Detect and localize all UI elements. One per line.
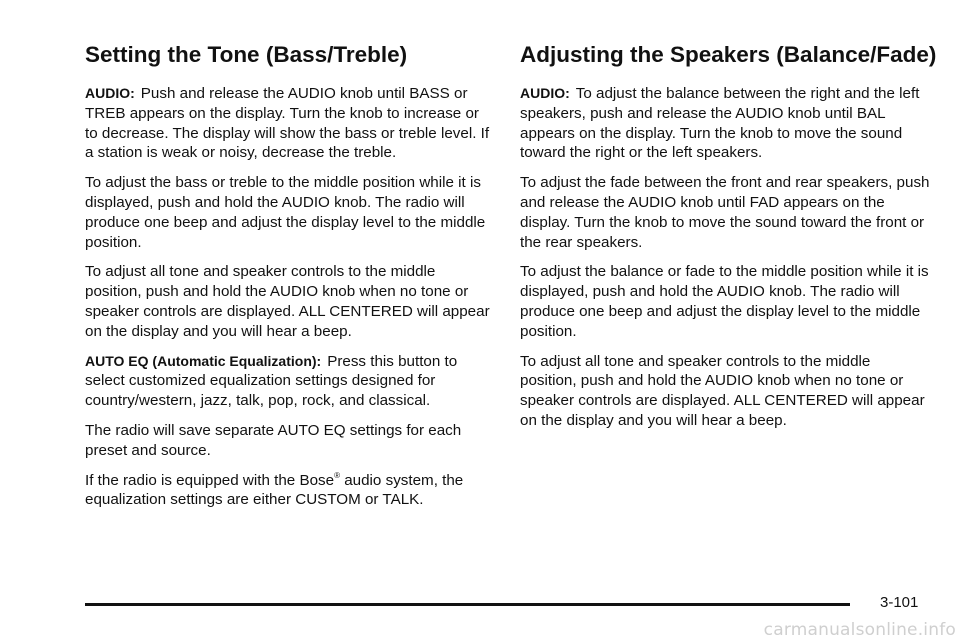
paragraph-lead: AUDIO: — [520, 85, 570, 101]
paragraph-lead: AUTO EQ (Automatic Equalization): — [85, 352, 322, 369]
footer-rule — [85, 603, 850, 606]
paragraph-text: To adjust the balance between the right and the left speakers, push and release the AUDIO knob until BAL appears on the display. Turn the knob to move the sound toward the right or the left speakers. — [520, 85, 920, 162]
bose-text-after: audio system, the equalization settings are either CUSTOM or TALK. — [85, 471, 464, 509]
bose-paragraph — [85, 471, 495, 511]
left-column — [85, 40, 495, 520]
fade-paragraph — [520, 173, 930, 252]
paragraph-lead: AUDIO: — [85, 85, 135, 101]
right-column — [520, 40, 937, 441]
balance-paragraph — [520, 84, 930, 163]
tone-heading: Setting the Tone (Bass/Treble) — [85, 42, 408, 67]
paragraph-text: To adjust the balance or fade to the middle position while it is displayed, push and hold the AUDIO knob. The radio will produce one beep and adjust the display level to the middle position. — [520, 263, 929, 340]
speakers-all-centered-paragraph — [520, 352, 930, 431]
paragraph-text: The radio will save separate AUTO EQ settings for each preset and source. — [85, 421, 462, 459]
paragraph-text: To adjust the bass or treble to the middle position while it is displayed, push and hold the AUDIO knob. The radio will produce one beep and adjust the display level to the middle position. — [85, 174, 486, 251]
speakers-heading: Adjusting the Speakers (Balance/Fade) — [520, 42, 937, 67]
auto-eq-preset-paragraph — [85, 421, 495, 461]
tone-middle-paragraph — [85, 173, 495, 252]
watermark: carmanualsonline.info — [763, 620, 956, 640]
page-number: 3-101 — [880, 594, 919, 611]
paragraph-text: To adjust all tone and speaker controls to the middle position, push and hold the AUDIO knob when no tone or speaker controls are displayed. ALL CENTERED will appear on the display and you will hear a beep. — [85, 263, 490, 340]
paragraph-text: Press this button to select customized equalization settings designed for country/western, jazz, talk, pop, rock, and classical. — [85, 352, 458, 410]
tone-all-centered-paragraph — [85, 262, 495, 341]
bose-text-before: If the radio is equipped with the Bose — [85, 471, 335, 489]
paragraph-text: To adjust all tone and speaker controls to the middle position, push and hold the AUDIO knob when no tone or speaker controls are displayed. ALL CENTERED will appear on the display and you will hear a beep. — [520, 352, 925, 429]
paragraph-text: To adjust the fade between the front and rear speakers, push and release the AUDIO knob until FAD appears on the display. Turn the knob to move the sound toward the front or the rear speakers. — [520, 174, 930, 251]
paragraph-text: Push and release the AUDIO knob until BASS or TREB appears on the display. Turn the knob to increase or to decrease. The display will show the bass or treble level. If a station is weak or noisy, decrease the treble. — [85, 85, 490, 162]
balance-fade-middle-paragraph — [520, 262, 930, 341]
tone-audio-paragraph — [85, 84, 495, 163]
auto-eq-paragraph — [85, 352, 495, 411]
registered-mark: ® — [334, 470, 340, 480]
